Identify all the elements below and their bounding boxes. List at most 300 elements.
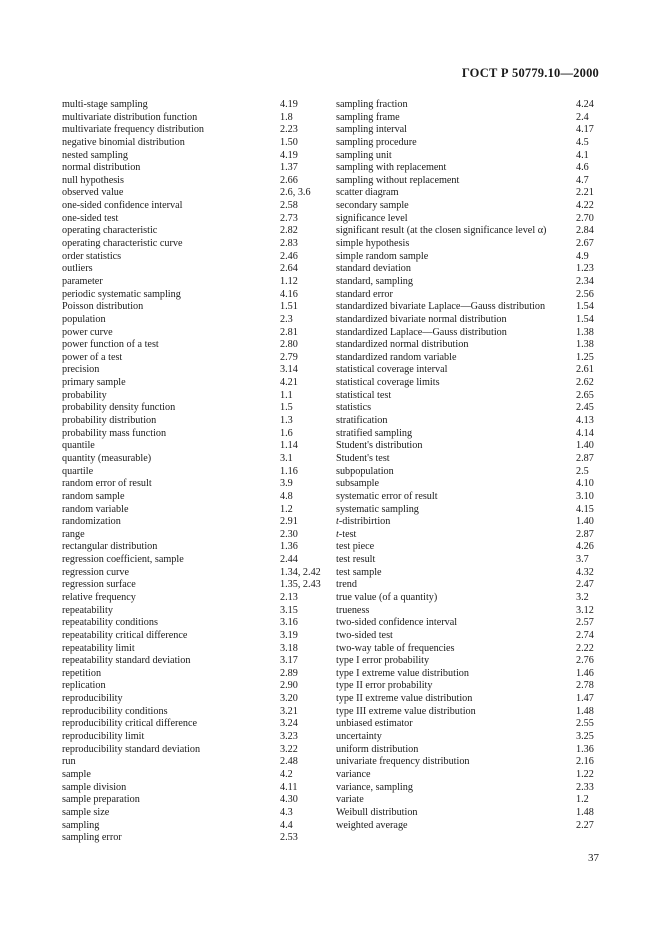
index-entry	[336, 478, 598, 491]
index-entry	[62, 554, 330, 567]
index-reference: 1.8	[280, 111, 293, 123]
index-term: operating characteristic	[62, 225, 158, 237]
index-entry	[336, 592, 598, 605]
index-reference: 2.87	[576, 528, 594, 540]
index-entry	[62, 744, 330, 757]
index-term: statistical test	[336, 389, 392, 401]
index-reference: 2.6, 3.6	[280, 187, 311, 199]
index-entry	[62, 440, 330, 453]
index-entry	[336, 364, 598, 377]
index-reference: 1.1	[280, 389, 293, 401]
index-entry	[62, 491, 330, 504]
index-reference: 2.58	[280, 200, 298, 212]
index-reference: 4.19	[280, 99, 298, 110]
index-reference: 1.51	[280, 301, 298, 313]
index-term: negative binomial distribution	[62, 136, 185, 148]
index-entry	[336, 327, 598, 340]
index-entry	[336, 529, 598, 542]
index-reference: 2.81	[280, 326, 298, 338]
index-entry	[336, 693, 598, 706]
index-reference: 2.61	[576, 364, 594, 376]
index-entry	[62, 643, 330, 656]
index-reference: 3.24	[280, 718, 298, 730]
index-entry	[336, 137, 598, 150]
index-entry	[62, 377, 330, 390]
index-entry	[62, 364, 330, 377]
index-reference: 1.16	[280, 465, 298, 477]
index-reference: 1.36	[280, 541, 298, 553]
index-term: uniform distribution	[336, 743, 419, 755]
index-term: standardized bivariate normal distribution	[336, 313, 507, 325]
index-term: Weibull distribution	[336, 806, 418, 818]
index-reference: 3.17	[280, 655, 298, 667]
index-reference: 1.48	[576, 705, 594, 717]
index-reference: 3.20	[280, 693, 298, 705]
index-entry	[62, 390, 330, 403]
index-reference: 1.37	[280, 162, 298, 174]
index-reference: 2.22	[576, 642, 594, 654]
index-entry	[62, 820, 330, 833]
index-term: weighted average	[336, 819, 408, 831]
index-entry	[62, 782, 330, 795]
index-reference: 2.90	[280, 680, 298, 692]
index-term: power function of a test	[62, 339, 159, 351]
index-entry	[62, 327, 330, 340]
index-term: sampling error	[62, 832, 122, 844]
index-term: type II extreme value distribution	[336, 693, 473, 705]
index-reference: 4.8	[280, 490, 293, 502]
index-entry	[62, 276, 330, 289]
index-entry	[336, 579, 598, 592]
index-entry	[336, 807, 598, 820]
index-term: sampling fraction	[336, 99, 408, 110]
index-term: run	[62, 756, 76, 768]
index-reference: 3.10	[576, 490, 594, 502]
document-header: ГОСТ Р 50779.10—2000	[461, 66, 599, 80]
index-entry	[62, 339, 330, 352]
index-entry	[336, 251, 598, 264]
index-entry	[62, 150, 330, 163]
index-entry	[336, 504, 598, 517]
index-reference: 3.12	[576, 604, 594, 616]
index-reference: 3.25	[576, 731, 594, 743]
index-reference: 3.21	[280, 705, 298, 717]
index-reference: 2.34	[576, 275, 594, 287]
page-number: 37	[588, 852, 599, 864]
index-term: uncertainty	[336, 731, 382, 743]
index-reference: 2.16	[576, 756, 594, 768]
index-term: secondary sample	[336, 200, 409, 212]
index-entry	[62, 238, 330, 251]
index-reference: 2.5	[576, 465, 589, 477]
index-reference: 2.21	[576, 187, 594, 199]
index-term: sampling frame	[336, 111, 400, 123]
index-reference: 2.89	[280, 667, 298, 679]
index-entry	[336, 706, 598, 719]
index-reference: 1.40	[576, 440, 594, 452]
index-entry	[336, 175, 598, 188]
index-term: sample division	[62, 781, 127, 793]
index-term: repeatability	[62, 604, 113, 616]
index-entry	[62, 567, 330, 580]
index-entry	[336, 428, 598, 441]
index-term: primary sample	[62, 377, 126, 389]
index-term: sampling with replacement	[336, 162, 447, 174]
index-entry	[336, 541, 598, 554]
index-reference: 1.38	[576, 339, 594, 351]
index-entry	[62, 99, 330, 112]
index-reference: 1.54	[576, 313, 594, 325]
index-reference: 4.19	[280, 149, 298, 161]
index-reference: 4.1	[576, 149, 589, 161]
index-entry	[336, 756, 598, 769]
index-term: randomization	[62, 516, 121, 528]
index-entry	[336, 680, 598, 693]
index-reference: 1.47	[576, 693, 594, 705]
index-entry	[62, 718, 330, 731]
index-entry	[62, 794, 330, 807]
index-entry	[336, 440, 598, 453]
index-entry	[336, 453, 598, 466]
index-entry	[336, 162, 598, 175]
index-entry	[336, 289, 598, 302]
index-entry	[336, 630, 598, 643]
index-reference: 2.30	[280, 528, 298, 540]
index-reference: 4.4	[280, 819, 293, 831]
index-term: repeatability critical difference	[62, 629, 188, 641]
index-term: repeatability limit	[62, 642, 135, 654]
index-term: power curve	[62, 326, 113, 338]
index-term: outliers	[62, 263, 93, 275]
index-term: test result	[336, 554, 376, 566]
index-term: variance, sampling	[336, 781, 413, 793]
index-term: Student's distribution	[336, 440, 423, 452]
index-term: null hypothesis	[62, 174, 124, 186]
index-reference: 2.46	[280, 250, 298, 262]
index-reference: 2.56	[576, 288, 594, 300]
index-entry	[336, 643, 598, 656]
index-term: stratified sampling	[336, 427, 413, 439]
index-term: t-test	[336, 528, 357, 540]
index-term: reproducibility	[62, 693, 123, 705]
index-reference: 4.2	[280, 768, 293, 780]
index-reference: 2.66	[280, 174, 298, 186]
index-entry	[62, 706, 330, 719]
index-term: precision	[62, 364, 100, 376]
index-term: observed value	[62, 187, 124, 199]
index-term: multivariate distribution function	[62, 111, 198, 123]
index-entry	[336, 377, 598, 390]
index-term: true value (of a quantity)	[336, 591, 438, 603]
index-entry	[336, 238, 598, 251]
index-entry	[336, 99, 598, 112]
index-entry	[336, 617, 598, 630]
index-term: power of a test	[62, 351, 123, 363]
index-entry	[62, 541, 330, 554]
index-term: probability	[62, 389, 107, 401]
index-term: multivariate frequency distribution	[62, 124, 205, 136]
index-reference: 3.19	[280, 629, 298, 641]
index-term: sample size	[62, 806, 110, 818]
index-term: standard error	[336, 288, 393, 300]
index-term: type III extreme value distribution	[336, 705, 476, 717]
index-term: two-sided test	[336, 629, 393, 641]
index-reference: 3.23	[280, 731, 298, 743]
index-reference: 4.26	[576, 541, 594, 553]
index-term: regression surface	[62, 579, 136, 591]
index-term: Poisson distribution	[62, 301, 144, 313]
index-entry	[62, 504, 330, 517]
index-term: trend	[336, 579, 357, 591]
index-entry	[336, 782, 598, 795]
index-term: Student's test	[336, 452, 390, 464]
index-term: probability mass function	[62, 427, 167, 439]
index-term: standard deviation	[336, 263, 411, 275]
index-term: quantity (measurable)	[62, 452, 152, 464]
index-term: sample preparation	[62, 794, 140, 806]
index-reference: 4.14	[576, 427, 594, 439]
index-reference: 4.32	[576, 566, 594, 578]
index-entry	[62, 415, 330, 428]
index-reference: 4.9	[576, 250, 589, 262]
index-entry	[336, 554, 598, 567]
index-term: unbiased estimator	[336, 718, 413, 730]
index-entry	[62, 516, 330, 529]
index-entry	[336, 276, 598, 289]
index-reference: 1.46	[576, 667, 594, 679]
index-reference: 2.91	[280, 516, 298, 528]
index-entry	[62, 680, 330, 693]
index-term: significant result (at the closen significance level α)	[336, 225, 547, 237]
index-entry	[336, 187, 598, 200]
index-entry	[336, 314, 598, 327]
index-entry	[336, 516, 598, 529]
index-entry	[62, 592, 330, 605]
index-reference: 1.2	[280, 503, 293, 515]
index-reference: 2.79	[280, 351, 298, 363]
index-reference: 2.73	[280, 212, 298, 224]
index-entry	[336, 655, 598, 668]
index-term: one-sided test	[62, 212, 119, 224]
index-reference: 1.54	[576, 301, 594, 313]
index-reference: 3.9	[280, 478, 293, 490]
index-entry	[62, 529, 330, 542]
index-reference: 3.15	[280, 604, 298, 616]
index-entry	[336, 213, 598, 226]
index-term: simple random sample	[336, 250, 429, 262]
index-reference: 2.55	[576, 718, 594, 730]
index-term: relative frequency	[62, 591, 136, 603]
index-reference: 3.18	[280, 642, 298, 654]
index-entry	[62, 466, 330, 479]
index-reference: 1.48	[576, 806, 594, 818]
index-reference: 2.65	[576, 389, 594, 401]
index-term: scatter diagram	[336, 187, 399, 199]
index-term: parameter	[62, 275, 103, 287]
index-entry	[62, 314, 330, 327]
index-reference: 2.27	[576, 819, 594, 831]
index-entry	[336, 491, 598, 504]
index-entry	[336, 390, 598, 403]
index-reference: 2.64	[280, 263, 298, 275]
index-reference: 3.2	[576, 591, 589, 603]
index-entry	[336, 769, 598, 782]
index-reference: 1.14	[280, 440, 298, 452]
index-entry	[62, 668, 330, 681]
index-term: two-sided confidence interval	[336, 617, 458, 629]
index-term: random error of result	[62, 478, 152, 490]
index-entry	[336, 731, 598, 744]
index-reference: 1.3	[280, 415, 293, 427]
index-reference: 1.12	[280, 275, 298, 287]
index-entry	[62, 162, 330, 175]
index-reference: 4.3	[280, 806, 293, 818]
index-reference: 4.5	[576, 136, 589, 148]
index-reference: 4.6	[576, 162, 589, 174]
index-entry	[62, 617, 330, 630]
index-term: univariate frequency distribution	[336, 756, 470, 768]
index-reference: 1.5	[280, 402, 293, 414]
index-reference: 1.22	[576, 768, 594, 780]
index-term: subsample	[336, 478, 380, 490]
index-term: type I error probability	[336, 655, 430, 667]
index-term: multi-stage sampling	[62, 99, 148, 110]
index-reference: 1.50	[280, 136, 298, 148]
index-term: replication	[62, 680, 106, 692]
index-entry	[62, 428, 330, 441]
index-entry	[336, 605, 598, 618]
index-entry	[336, 402, 598, 415]
index-term: sample	[62, 768, 91, 780]
index-term: regression coefficient, sample	[62, 554, 184, 566]
index-term: repetition	[62, 667, 102, 679]
index-term: reproducibility critical difference	[62, 718, 198, 730]
index-entry	[62, 769, 330, 782]
index-reference: 2.23	[280, 124, 298, 136]
index-entry	[62, 251, 330, 264]
index-term: reproducibility conditions	[62, 705, 168, 717]
index-term: sampling unit	[336, 149, 392, 161]
index-reference: 3.14	[280, 364, 298, 376]
index-reference: 2.76	[576, 655, 594, 667]
index-reference: 4.13	[576, 415, 594, 427]
index-reference: 4.24	[576, 99, 594, 110]
index-reference: 2.82	[280, 225, 298, 237]
index-reference: 2.67	[576, 238, 594, 250]
index-reference: 2.78	[576, 680, 594, 692]
index-entry	[62, 352, 330, 365]
index-reference: 2.57	[576, 617, 594, 629]
index-reference: 2.4	[576, 111, 589, 123]
index-reference: 1.36	[576, 743, 594, 755]
index-term: variate	[336, 794, 364, 806]
index-entry	[336, 794, 598, 807]
index-term: rectangular distribution	[62, 541, 158, 553]
index-reference: 1.40	[576, 516, 594, 528]
index-reference: 4.10	[576, 478, 594, 490]
index-entry	[336, 301, 598, 314]
index-term: subpopulation	[336, 465, 394, 477]
index-entry	[336, 352, 598, 365]
index-entry	[62, 225, 330, 238]
index-entry	[336, 150, 598, 163]
index-entry	[62, 289, 330, 302]
index-term: standardized Laplace—Gauss distribution	[336, 326, 507, 338]
index-entry	[336, 263, 598, 276]
index-term: sampling interval	[336, 124, 408, 136]
index-term: type I extreme value distribution	[336, 667, 469, 679]
index-entry	[62, 731, 330, 744]
index-term: periodic systematic sampling	[62, 288, 181, 300]
index-reference: 2.80	[280, 339, 298, 351]
index-column-right	[336, 99, 598, 832]
index-reference: 3.16	[280, 617, 298, 629]
index-term: sampling without replacement	[336, 174, 460, 186]
index-term: probability distribution	[62, 415, 157, 427]
index-reference: 3.22	[280, 743, 298, 755]
index-term: random sample	[62, 490, 125, 502]
index-entry	[336, 668, 598, 681]
index-reference: 4.22	[576, 200, 594, 212]
index-term: systematic sampling	[336, 503, 419, 515]
index-reference: 4.30	[280, 794, 298, 806]
index-entry	[62, 263, 330, 276]
index-entry	[62, 187, 330, 200]
index-term: test sample	[336, 566, 382, 578]
index-reference: 1.2	[576, 794, 589, 806]
index-entry	[336, 124, 598, 137]
index-entry	[62, 124, 330, 137]
index-term: standardized random variable	[336, 351, 457, 363]
index-reference: 2.84	[576, 225, 594, 237]
index-term: simple hypothesis	[336, 238, 410, 250]
index-reference: 2.53	[280, 832, 298, 844]
index-entry	[62, 832, 330, 845]
index-term: sampling	[62, 819, 100, 831]
index-reference: 4.16	[280, 288, 298, 300]
index-term: stratification	[336, 415, 388, 427]
index-term: significance level	[336, 212, 408, 224]
index-reference: 2.70	[576, 212, 594, 224]
index-term: t-distribirtion	[336, 516, 391, 528]
index-term: normal distribution	[62, 162, 141, 174]
index-entry	[62, 112, 330, 125]
index-term: standard, sampling	[336, 275, 413, 287]
index-term: nested sampling	[62, 149, 128, 161]
index-term: statistical coverage interval	[336, 364, 448, 376]
index-entry	[62, 200, 330, 213]
index-entry	[62, 301, 330, 314]
index-term: systematic error of result	[336, 490, 438, 502]
index-reference: 1.38	[576, 326, 594, 338]
index-term: reproducibility standard deviation	[62, 743, 201, 755]
index-entry	[336, 225, 598, 238]
index-term: quantile	[62, 440, 95, 452]
index-column-left	[62, 99, 330, 845]
index-term: repeatability conditions	[62, 617, 158, 629]
index-reference: 1.35, 2.43	[280, 579, 321, 591]
index-term: one-sided confidence interval	[62, 200, 183, 212]
index-reference: 1.34, 2.42	[280, 566, 321, 578]
index-term: repeatability standard deviation	[62, 655, 191, 667]
index-entry	[336, 200, 598, 213]
index-reference: 4.17	[576, 124, 594, 136]
index-reference: 1.25	[576, 351, 594, 363]
index-reference: 4.11	[280, 781, 298, 793]
index-term: trueness	[336, 604, 370, 616]
index-term: reproducibility limit	[62, 731, 145, 743]
index-entry	[62, 756, 330, 769]
